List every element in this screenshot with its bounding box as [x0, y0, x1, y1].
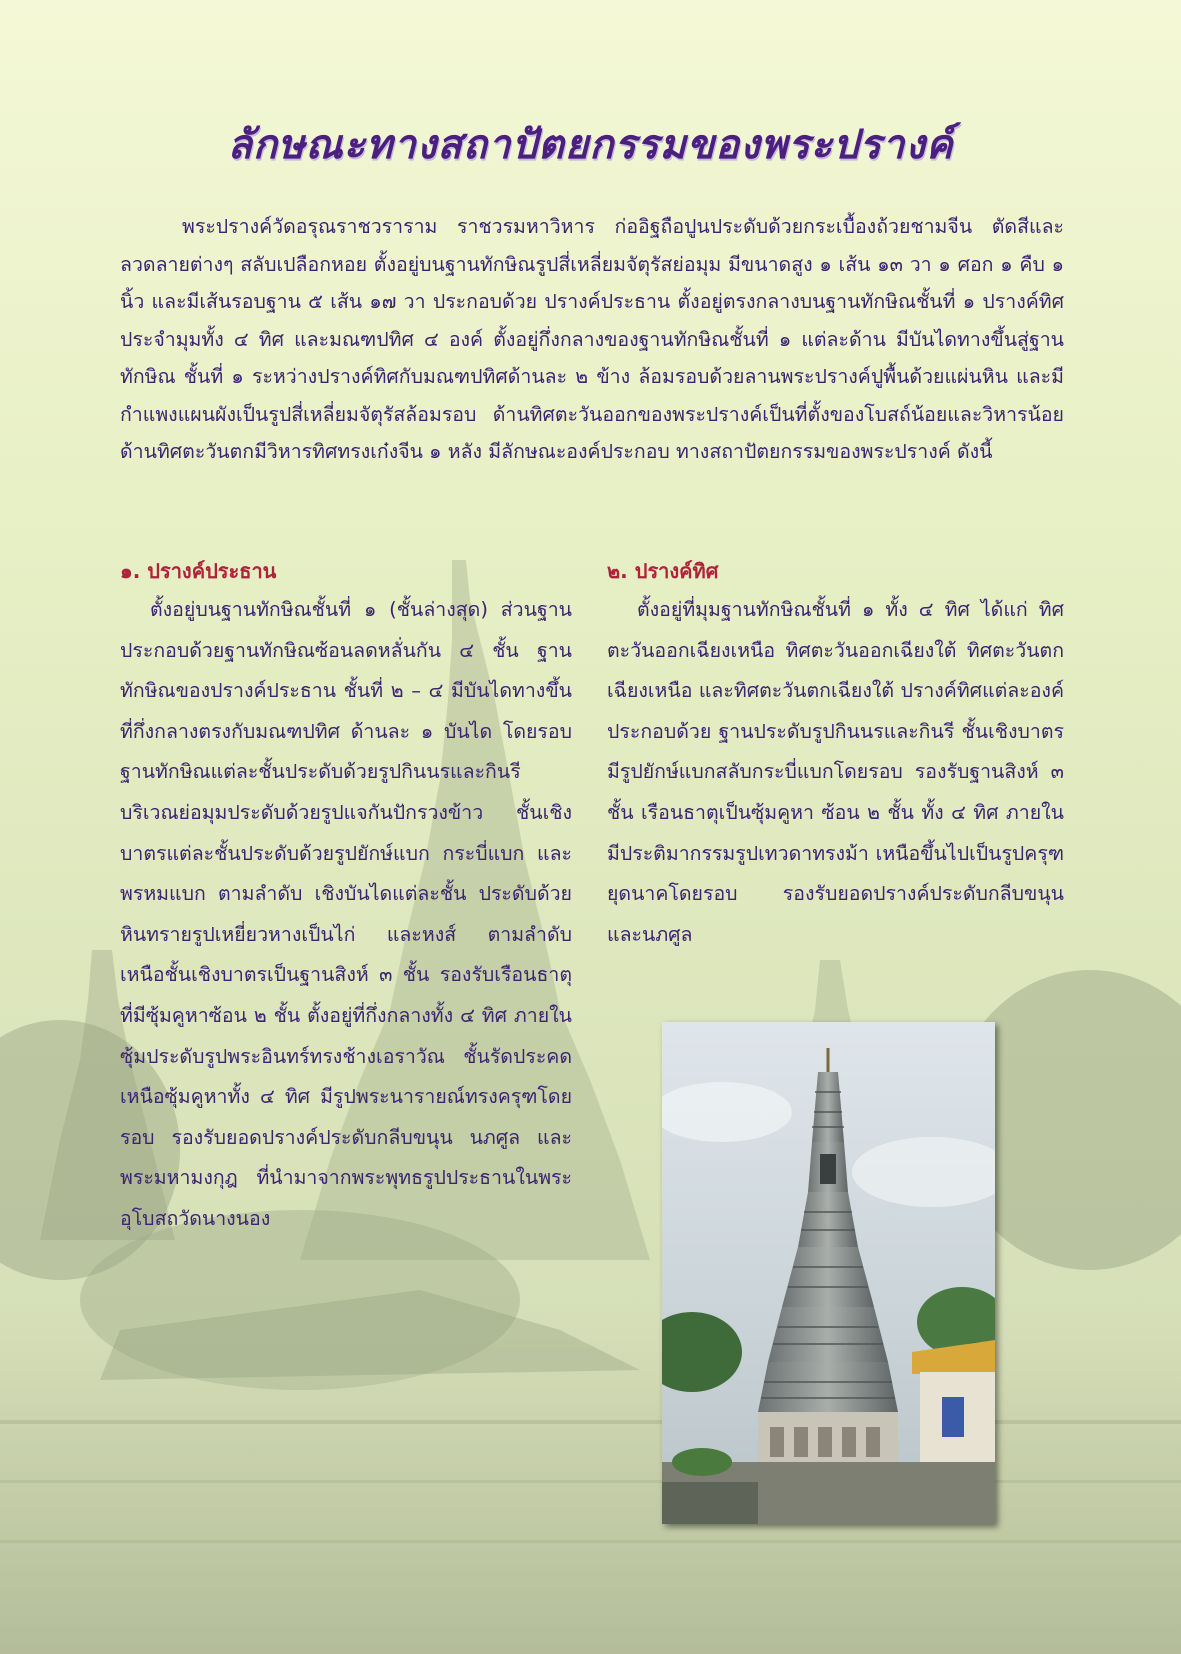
section-text-corner-prang: ตั้งอยู่ที่มุมฐานทักษิณชั้นที่ ๑ ทั้ง ๔ ทิศ ได้แก่ ทิศตะวันออกเฉียงเหนือ ทิศตะวันออกเฉียงใต้ ทิศตะวันตกเฉียงเหนือ และทิศตะวันตกเฉียงใต้ ปรางค์ทิศแต่ละองค์ประกอบด้วย ฐานประดับรูปกินนรและกินรี ชั้นเชิงบาตรมีรูปยักษ์แบกสลับกระบี่แบกโดยรอบ รองรับฐานสิงห์ ๓ ชั้น เรือนธาตุเป็นซุ้มคูหา ซ้อน ๒ ชั้น ทั้ง ๔ ทิศ ภายในมีประติมากรรมรูปเทวดาทรงม้า เหนือขึ้นไปเป็นรูปครุฑยุดนาคโดยรอบ รองรับยอดปรางค์ประดับกลีบขนุน และนภศูล: [607, 598, 1064, 946]
intro-paragraph: พระปรางค์วัดอรุณราชวราราม ราชวรมหาวิหาร ก่ออิฐถือปูนประดับด้วยกระเบื้องถ้วยชามจีน ตัดสีและลวดลายต่างๆ สลับเปลือกหอย ตั้งอยู่บนฐานทักษิณรูปสี่เหลี่ยมจัตุรัสย่อมุม มีขนาดสูง ๑ เส้น ๑๓ วา ๑ ศอก ๑ คืบ ๑ นิ้ว และมีเส้นรอบฐาน ๕ เส้น ๑๗ วา ประกอบด้วย ปรางค์ประธาน ตั้งอยู่ตรงกลางบนฐานทักษิณชั้นที่ ๑ ปรางค์ทิศประจำมุมทั้ง ๔ ทิศ และมณฑปทิศ ๔ องค์ ตั้งอยู่กึ่งกลางของฐานทักษิณชั้นที่ ๑ แต่ละด้าน มีบันไดทางขึ้นสู่ฐานทักษิณ ชั้นที่ ๑ ระหว่างปรางค์ทิศกับมณฑปทิศด้านละ ๒ ข้าง ล้อมรอบด้วยลานพระปรางค์ปูพื้นด้วยแผ่นหิน และมีกำแพงแผนผังเป็นรูปสี่เหลี่ยมจัตุรัสล้อมรอบ ด้านทิศตะวันออกของพระปรางค์เป็นที่ตั้งของโบสถ์น้อยและวิหารน้อย ด้านทิศตะวันตกมีวิหารทิศทรงเก๋งจีน ๑ หลัง มีลักษณะองค์ประกอบ ทางสถาปัตยกรรมของพระปรางค์ ดังนี้: [120, 215, 1064, 463]
page-title: ลักษณะทางสถาปัตยกรรมของพระปรางค์: [227, 121, 954, 168]
section-heading-main-prang: ๑. ปรางค์ประธาน: [120, 559, 277, 583]
corner-prang-photo: [662, 1022, 995, 1524]
section-main-prang: [120, 556, 572, 1240]
section-corner-prang: [607, 556, 1064, 955]
section-text-main-prang: ตั้งอยู่บนฐานทักษิณชั้นที่ ๑ (ชั้นล่างสุด) ส่วนฐานประกอบด้วยฐานทักษิณซ้อนลดหลั่นกัน ๔ ชั้น ฐานทักษิณของปรางค์ประธาน ชั้นที่ ๒ – ๔ มีบันไดทางขึ้นที่กึ่งกลางตรงกับมณฑปทิศ ด้านละ ๑ บันได โดยรอบฐานทักษิณแต่ละชั้นประดับด้วยรูปกินนรและกินรี บริเวณย่อมุมประดับด้วยรูปแจกันปักรวงข้าว ชั้นเชิงบาตรแต่ละชั้นประดับด้วยรูปยักษ์แบก กระบี่แบก และพรหมแบก ตามลำดับ เชิงบันไดแต่ละชั้น ประดับด้วยหินทรายรูปเหยี่ยวหางเป็นไก่ และหงส์ ตามลำดับ เหนือชั้นเชิงบาตรเป็นฐานสิงห์ ๓ ชั้น รองรับเรือนธาตุที่มีซุ้มคูหาซ้อน ๒ ชั้น ตั้งอยู่ที่กึ่งกลางทั้ง ๔ ทิศ ภายในซุ้มประดับรูปพระอินทร์ทรงช้างเอราวัณ ชั้นรัดประคดเหนือซุ้มคูหาทั้ง ๔ ทิศ มีรูปพระนารายณ์ทรงครุฑโดยรอบ รองรับยอดปรางค์ประดับกลีบขนุน นภศูล และพระมหามงกุฎ ที่นำมาจากพระพุทธรูปประธานในพระอุโบสถวัดนางนอง: [120, 598, 572, 1230]
section-heading-corner-prang: ๒. ปรางค์ทิศ: [607, 559, 719, 583]
